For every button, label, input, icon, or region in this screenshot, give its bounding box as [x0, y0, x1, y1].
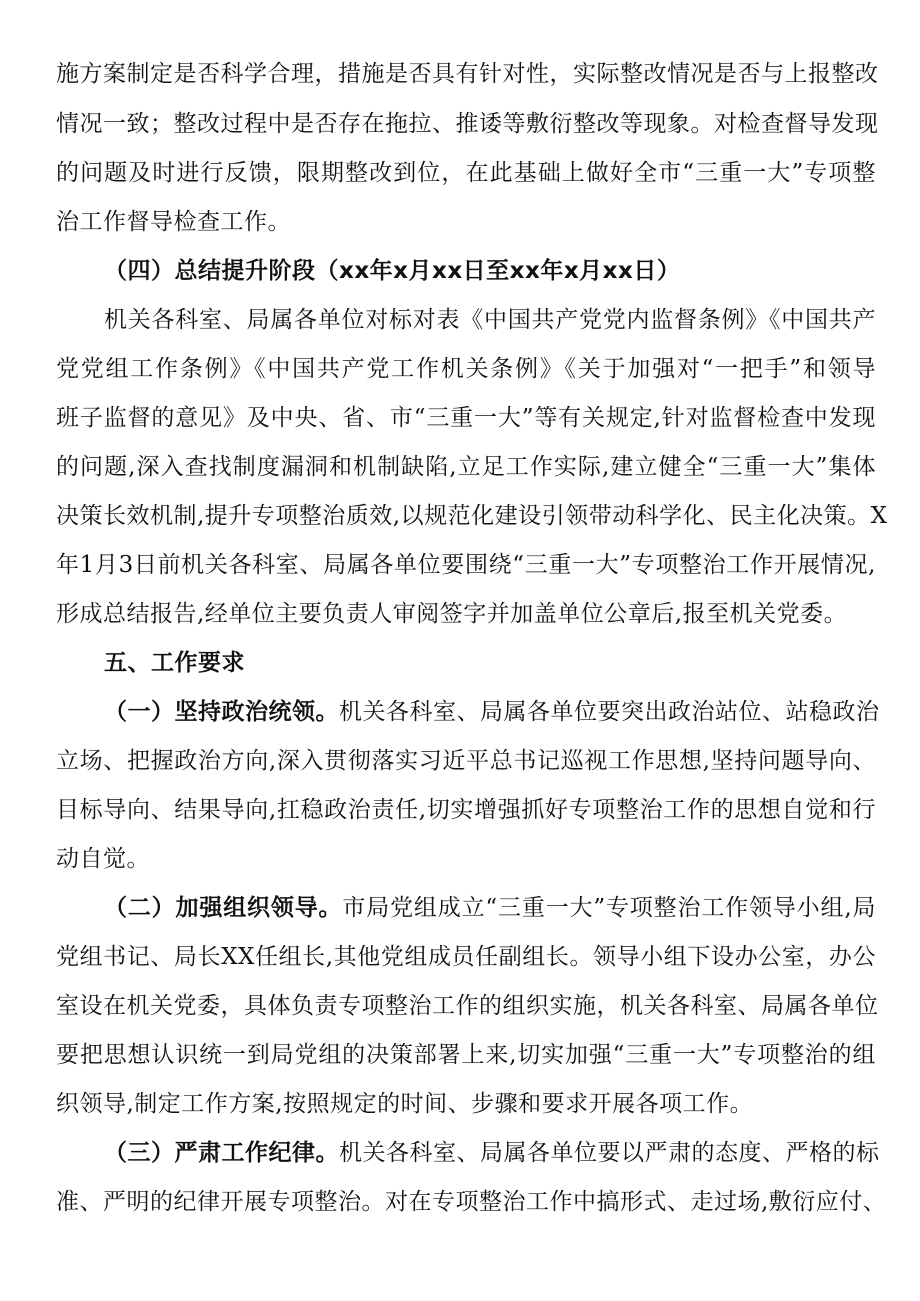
paragraph-line: 形成总结报告,经单位主要负责人审阅签字并加盖单位公章后,报至机关党委。 — [56, 601, 848, 627]
paragraph-line: 班子监督的意见》及中央、省、市“三重一大”等有关规定,针对监督检查中发现 — [56, 405, 876, 431]
paragraph-line: 情况一致；整改过程中是否存在拖拉、推诿等敷衍整改等现象。对检查督导发现 — [56, 111, 879, 137]
section-heading-4: （四）总结提升阶段（xx年x月xx日至xx年x月xx日） — [104, 258, 681, 284]
paragraph-line: 织领导,制定工作方案,按照规定的时间、步骤和要求开展各项工作。 — [56, 1091, 754, 1117]
paragraph-first-line — [104, 694, 880, 730]
paragraph-lead: （三）严肃工作纪律。 — [104, 1140, 339, 1166]
paragraph-lead: （一）坚持政治统领。 — [104, 699, 339, 725]
paragraph-text: 机关各科室、局属各单位要以严肃的态度、严格的标 — [339, 1140, 880, 1166]
paragraph-line: 决策长效机制,提升专项整治质效,以规范化建设引领带动科学化、民主化决策。X — [56, 503, 888, 529]
paragraph-lead: （二）加强组织领导。 — [104, 895, 343, 921]
paragraph-line: 的问题及时进行反馈，限期整改到位，在此基础上做好全市“三重一大”专项整 — [56, 160, 876, 186]
paragraph-line: 要把思想认识统一到局党组的决策部署上来,切实加强“三重一大”专项整治的组 — [56, 1042, 876, 1068]
paragraph-text: 机关各科室、局属各单位要突出政治站位、站稳政治 — [339, 699, 880, 725]
paragraph-first-line — [104, 1135, 880, 1171]
paragraph-line: 机关各科室、局属各单位对标对表《中国共产党党内监督条例》《中国共产 — [104, 307, 876, 333]
paragraph-line: 年1月3日前机关各科室、局属各单位要围绕“三重一大”专项整治工作开展情况, — [56, 552, 876, 578]
paragraph-first-line — [104, 890, 876, 926]
paragraph-line: 目标导向、结果导向,扛稳政治责任,切实增强抓好专项整治工作的思想自觉和行 — [56, 797, 876, 823]
paragraph-line: 施方案制定是否科学合理，措施是否具有针对性，实际整改情况是否与上报整改 — [56, 61, 879, 87]
paragraph-line: 准、严明的纪律开展专项整治。对在专项整治工作中搞形式、走过场,敷衍应付、 — [56, 1189, 887, 1215]
paragraph-text: 市局党组成立“三重一大”专项整治工作领导小组,局 — [342, 895, 877, 921]
paragraph-line: 立场、把握政治方向,深入贯彻落实习近平总书记巡视工作思想,坚持问题导向、 — [56, 748, 876, 774]
paragraph-line: 室设在机关党委，具体负责专项整治工作的组织实施，机关各科室、局属各单位 — [56, 993, 879, 1019]
paragraph-line: 治工作督导检查工作。 — [56, 209, 291, 235]
paragraph-line: 动自觉。 — [56, 846, 150, 872]
paragraph-line: 党组书记、局长XX任组长,其他党组成员任副组长。领导小组下设办公室，办公 — [56, 944, 876, 970]
paragraph-line: 党党组工作条例》《中国共产党工作机关条例》《关于加强对“一把手”和领导 — [56, 356, 876, 382]
paragraph-line: 的问题,深入查找制度漏洞和机制缺陷,立足工作实际,建立健全“三重一大”集体 — [56, 454, 876, 480]
section-heading-5: 五、工作要求 — [104, 650, 245, 676]
